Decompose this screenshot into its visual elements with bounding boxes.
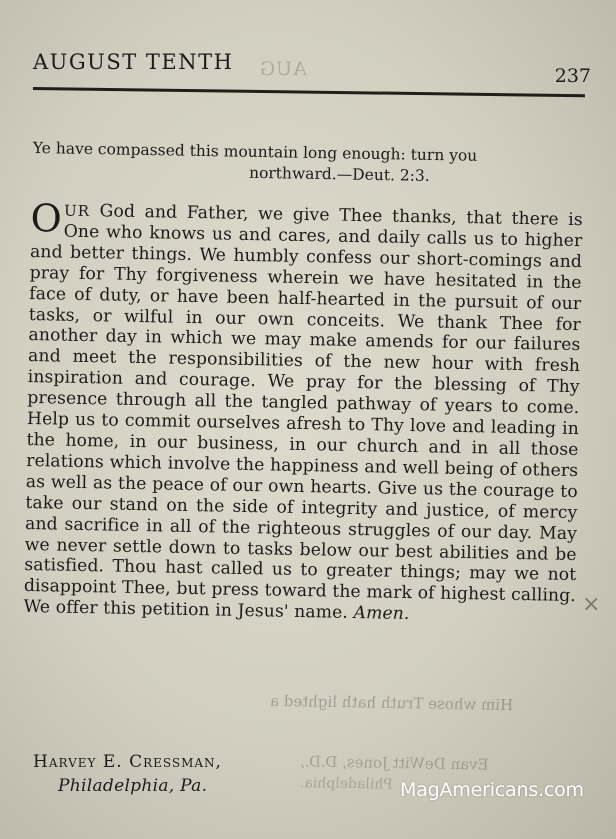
watermark: MagAmericans.com [400, 779, 584, 801]
scripture-epigraph [32, 138, 587, 190]
author-name: Harvey E. Cressman, [33, 752, 222, 772]
prayer-text: God and Father, we give Thee thanks, that there is One who knows us and cares, and daily calls us to higher and better things. We humbly confess our short-comings and pray for Thy forgiveness wherein we have hesitated in the face of duty, or have been half-hearted in the pursuit of our tasks, or wilful in our own conceits. We thank Thee for another day in which we may make amends for our failures and meet the responsibilities of the new hour with fresh inspiration and courage. We pray for the blessing of Thy presence through all the tangled pathway of years to come. Help us to commit ourselves afresh to Thy love and leading in the home, in our business, in our church and in all those relations which involve the happiness and well being of others as well as the peace of our own hearts. Give us the courage to take our stand on the side of integrity and justice, of mercy and sacrifice in all of the righteous struggles of our day. May we never settle down to tasks below our best abilities and be satisfied. Thou hast called us to greater things; may we not disappoint Thee, but press toward the mark of highest calling. We offer this petition in Jesus' name. [23, 201, 583, 624]
pencil-mark: × [582, 592, 601, 617]
bleed-through-place: Philadelphia. [299, 775, 393, 793]
page-header [33, 50, 591, 90]
prayer-closing: Amen. [353, 603, 410, 625]
epigraph-text: Ye have compassed this mountain long enough: turn you [32, 138, 478, 165]
bleed-through-author: Evan DeWitt Jones, D.D., [299, 752, 489, 774]
bleed-through-line: Him whose Truth hath lighted a [269, 691, 514, 715]
prayer-body [23, 196, 583, 628]
drop-cap: O [30, 196, 63, 241]
epigraph-reference: northward.—Deut. 2:3. [248, 163, 430, 185]
bleed-through-title: AUG [259, 58, 307, 80]
first-word-rest: UR [63, 201, 91, 221]
page-number: 237 [554, 65, 591, 87]
author-place: Philadelphia, Pa. [58, 776, 208, 796]
page-title: AUGUST TENTH [33, 50, 234, 74]
